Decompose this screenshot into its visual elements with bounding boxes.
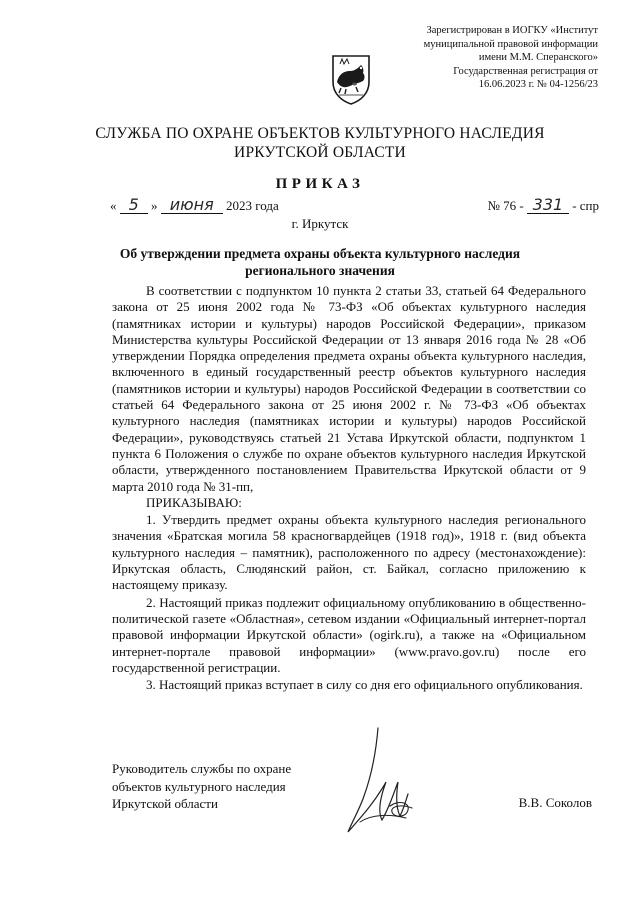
order-date xyxy=(110,197,279,214)
organization-name-line: ИРКУТСКОЙ ОБЛАСТИ xyxy=(234,144,406,161)
registration-line: 16.06.2023 г. № 04-1256/23 xyxy=(478,79,598,90)
order-subject xyxy=(100,245,540,279)
signature-icon xyxy=(320,722,430,842)
number-suffix: - спр xyxy=(572,198,599,213)
city: г. Иркутск xyxy=(291,216,349,231)
coat-of-arms-icon xyxy=(330,52,372,106)
number-prefix: № 76 - xyxy=(487,198,524,213)
handwritten-month: июня xyxy=(161,197,223,214)
order-item-2: 2. Настоящий приказ подлежит официальному опубликованию в общественно-политической газете «Областная», сетевом издании «Официальный интернет-портал правовой информации Иркутской области» (ogirk.ru), а также на «Официальном интернет-портале правовой информации» (www.pravo.gov.ru) после его государственной регистрации. xyxy=(112,594,586,675)
handwritten-day: 5 xyxy=(120,197,148,214)
registration-stamp xyxy=(400,24,598,92)
order-body xyxy=(112,283,586,693)
organization-name-line: СЛУЖБА ПО ОХРАНЕ ОБЪЕКТОВ КУЛЬТУРНОГО НАСЛЕДИЯ xyxy=(95,125,545,142)
subject-line: регионального значения xyxy=(245,263,395,278)
document-type: ПРИКАЗ xyxy=(275,176,365,192)
position-line: Иркутской области xyxy=(112,796,218,811)
organization-name xyxy=(60,124,580,162)
order-year: 2023 года xyxy=(226,198,279,213)
signer-name: В.В. Соколов xyxy=(518,795,592,810)
registration-line: имени М.М. Сперанского» xyxy=(478,52,598,63)
order-word: ПРИКАЗЫВАЮ: xyxy=(146,494,242,510)
signatory-position xyxy=(112,760,291,813)
order-item-3: 3. Настоящий приказ вступает в силу со дня его официального опубликования. xyxy=(146,677,583,693)
order-number xyxy=(487,197,599,214)
order-item-1: 1. Утвердить предмет охраны объекта культурного наследия регионального значения «Братская могила 58 красногвардейцев (1918 год)», 1918 г. (вид объекта культурного наследия – памятник), расположенного по адресу (местонахождение): Иркутская область, Слюдянский район, ст. Байкал, согласно приложению к настоящему приказу. xyxy=(112,512,586,593)
quote-open: « xyxy=(110,198,117,213)
position-line: Руководитель службы по охране xyxy=(112,761,292,776)
preamble-paragraph: В соответствии с подпунктом 10 пункта 2 статьи 33, статьей 64 Федерального закона от 25 июня 2002 года № 73-ФЗ «Об объектах культурного наследия (памятниках истории и культуры) народов Российской Федерации», приказом Министерства культуры Российской Федерации от 13 января 2016 года № 28 «Об утверждении Порядка определения предмета охраны объекта культурного наследия, включенного в единый государственный реестр объектов культурного наследия (памятников истории и культуры) народов Российской Федерации в соответствии со статьей 64 Федерального закона от 25 июня 2002 г. № 73-ФЗ «Об объектах культурного наследия (памятниках истории и культуры) народов Российской Федерации», руководствуясь статьей 21 Устава Иркутской области, подпунктом 1 пункта 6 Положения о службе по охране объектов культурного наследия Иркутской области, утвержденного постановлением Правительства Иркутской области от 9 марта 2010 года № 31-пп, xyxy=(112,283,586,494)
handwritten-number: 331 xyxy=(527,197,569,214)
subject-line: Об утверждении предмета охраны объекта культурного наследия xyxy=(119,246,521,261)
registration-line: Государственная регистрация от xyxy=(453,65,598,77)
registration-line: муниципальной правовой информации xyxy=(423,38,598,50)
registration-line: Зарегистрирован в ИОГКУ «Институт xyxy=(426,25,598,36)
quote-close: » xyxy=(151,198,158,213)
position-line: объектов культурного наследия xyxy=(112,778,286,794)
